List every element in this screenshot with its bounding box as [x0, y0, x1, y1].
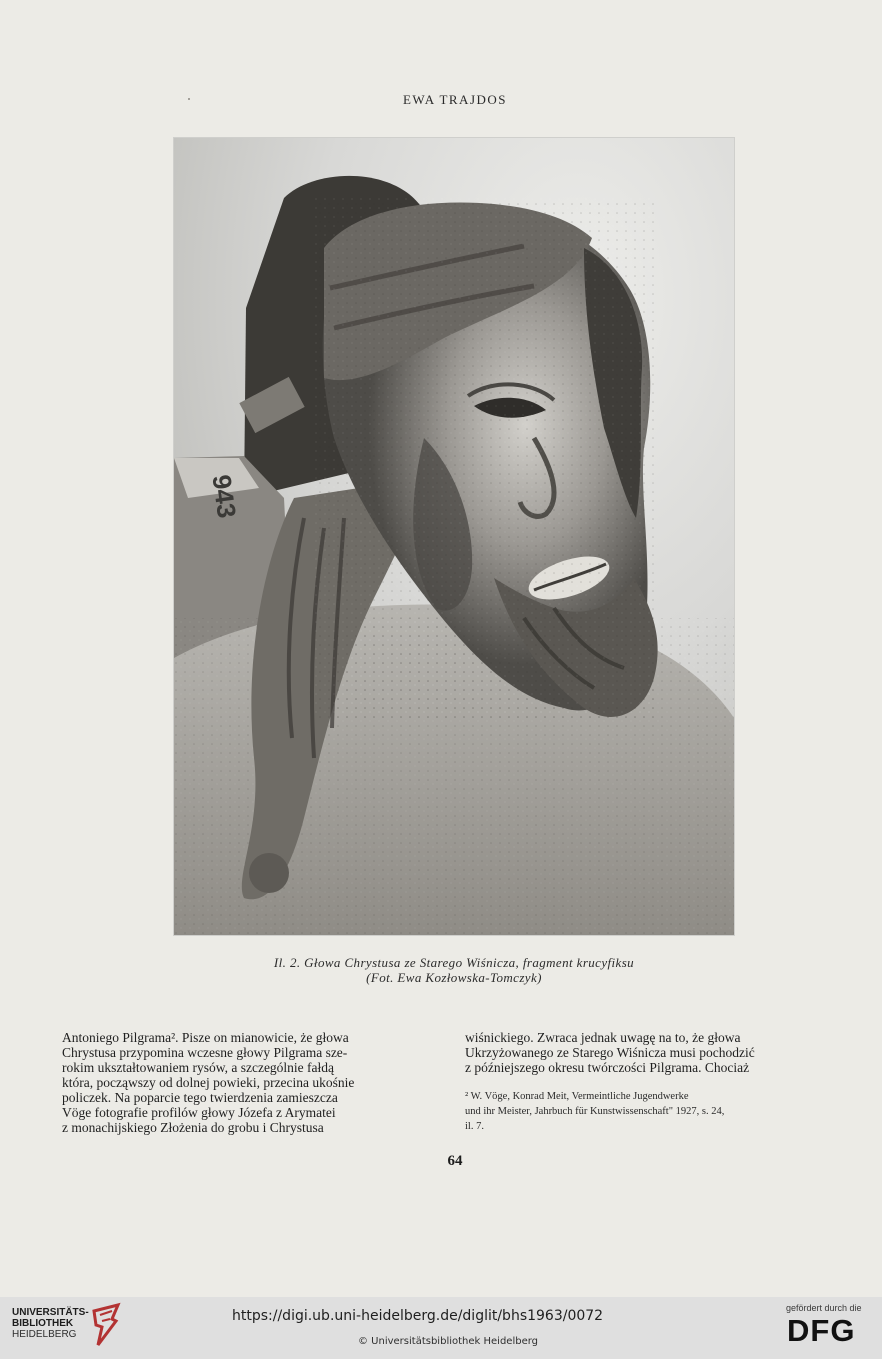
text-line: rokim ukształtowaniem rysów, a szczególnie fałdą: [62, 1060, 335, 1075]
text-line: Ukrzyżowanego ze Starego Wiśnicza musi pochodzić: [465, 1045, 755, 1060]
body-text-left-column: [62, 1030, 444, 1135]
text-line: wiśnickiego. Zwraca jednak uwagę na to, że głowa: [465, 1030, 741, 1045]
sculpture-photograph: [173, 137, 735, 936]
figure-caption: [173, 955, 735, 985]
page-number: 64: [447, 1153, 463, 1169]
text-line: z późniejszego okresu twórczości Pilgrama. Chociaż: [465, 1060, 750, 1075]
text-line: Chrystusa przypomina wczesne głowy Pilgrama sze-: [62, 1045, 348, 1060]
text-line: z monachijskiego Złożenia do grobu i Chrystusa: [62, 1120, 324, 1135]
footnote-line: ² W. Vöge, Konrad Meit, Vermeintliche Jugendwerke: [465, 1091, 689, 1102]
library-logo-line: UNIVERSITÄTS-: [12, 1307, 89, 1318]
head-texture: [314, 198, 654, 718]
library-logo-line: BIBLIOTHEK: [12, 1318, 74, 1329]
body-text-right-column: [465, 1030, 847, 1075]
footnote-line: il. 7.: [465, 1121, 484, 1132]
copyright-notice: © Universitätsbibliothek Heidelberg: [358, 1336, 539, 1347]
caption-title: Il. 2. Głowa Chrystusa ze Starego Wiśnicza, fragment krucyfiksu: [273, 955, 635, 970]
permalink-url[interactable]: https://digi.ub.uni-heidelberg.de/diglit/bhs1963/0072: [232, 1308, 604, 1324]
funder-label: gefördert durch die: [786, 1303, 862, 1313]
running-header: EWA TRAJDOS: [402, 92, 508, 107]
text-line: policzek. Na poparcie tego twierdzenia zamieszcza: [62, 1090, 338, 1105]
text-line: Vöge fotografie profilów głowy Józefa z Arymatei: [62, 1105, 336, 1120]
text-line: Antoniego Pilgrama². Pisze on mianowicie, że głowa: [62, 1030, 349, 1045]
sculpture-illustration: [174, 138, 734, 935]
footnote: [465, 1089, 847, 1134]
library-logo-line: HEIDELBERG: [12, 1329, 77, 1340]
library-mark-icon: [88, 1301, 124, 1349]
viewer-footer: [0, 1297, 882, 1359]
caption-credit: (Fot. Ewa Kozłowska-Tomczyk): [366, 970, 542, 985]
inventory-number: 943: [206, 472, 243, 520]
text-line: która, począwszy od dolnej powieki, przecina ukośnie: [62, 1075, 355, 1090]
dfg-logo[interactable]: DFG: [787, 1313, 856, 1348]
footnote-line: und ihr Meister, Jahrbuch für Kunstwissenschaft" 1927, s. 24,: [465, 1106, 725, 1117]
hair-curl: [249, 853, 289, 893]
inventory-label: [206, 473, 242, 520]
